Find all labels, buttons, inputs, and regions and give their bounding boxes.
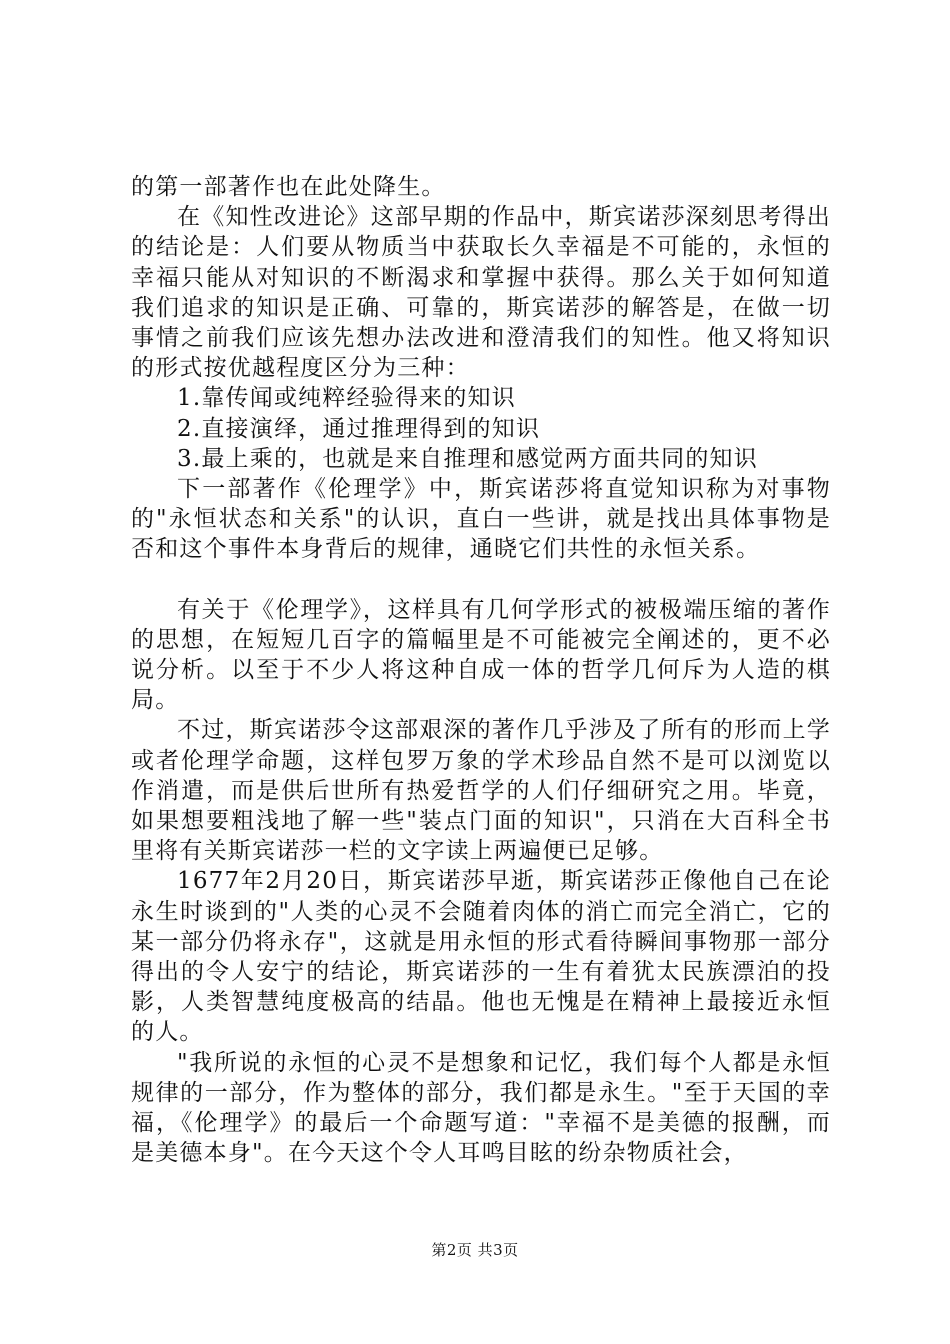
list-item-knowledge-2: 2.直接演绎，通过推理得到的知识 [177,415,541,442]
paragraph-ethics-intuition: 下一部著作《伦理学》中，斯宾诺莎将直觉知识称为对事物的"永恒状态和关系"的认识，直白一些讲，就是找出具体事物是否和这个事件本身背后的规律，通晓它们共性的永恒关系。 [131,476,831,563]
list-item-knowledge-1: 1.靠传闻或纯粹经验得来的知识 [177,385,516,412]
paragraph-ethics-scope: 不过，斯宾诺莎令这部艰深的著作几乎涉及了所有的形而上学或者伦理学命题，这样包罗万象的学术珍品自然不是可以浏览以作消遣，而是供后世所有热爱哲学的人们仔细研究之用。毕竟，如果想要粗浅地了解一些"装点门面的知识"，只消在大百科全书里将有关斯宾诺莎一栏的文字读上两遍便已足够。 [131,717,831,865]
paragraph-spacer [131,565,831,595]
document-body [131,172,831,1169]
paragraph-ethics-geometry: 有关于《伦理学》，这样具有几何学形式的被极端压缩的著作的思想，在短短几百字的篇幅里是不可能被完全阐述的，更不必说分析。以至于不少人将这种自成一体的哲学几何斥为人造的棋局。 [131,596,831,714]
paragraph-intellect-treatise: 在《知性改进论》这部早期的作品中，斯宾诺莎深刻思考得出的结论是：人们要从物质当中获取长久幸福是不可能的，永恒的幸福只能从对知识的不断渴求和掌握中获得。那么关于如何知道我们追求的知识是正确、可靠的，斯宾诺莎的解答是，在做一切事情之前我们应该先想办法改进和澄清我们的知性。他又将知识的形式按优越程度区分为三种： [131,204,831,382]
paragraph-eternal-mind: "我所说的永恒的心灵不是想象和记忆，我们每个人都是永恒规律的一部分，作为整体的部分，我们都是永生。"至于天国的幸福，《伦理学》的最后一个命题写道："幸福不是美德的报酬，而是美德本身"。在今天这个令人耳鸣目眩的纷杂物质社会， [131,1049,831,1167]
paragraph-death-1677: 1677年2月20日，斯宾诺莎早逝，斯宾诺莎正像他自己在论永生时谈到的"人类的心灵不会随着肉体的消亡而完全消亡，它的某一部分仍将永存"，这就是用永恒的形式看待瞬间事物那一部分得出的令人安宁的结论，斯宾诺莎的一生有着犹太民族漂泊的投影，人类智慧纯度极高的结晶。他也无愧是在精神上最接近永恒的人。 [131,868,831,1046]
page-number-footer: 第2页 共3页 [431,1241,519,1259]
list-item-knowledge-3: 3.最上乘的，也就是来自推理和感觉两方面共同的知识 [177,445,758,472]
paragraph-continuation: 的第一部著作也在此处降生。 [131,174,446,200]
